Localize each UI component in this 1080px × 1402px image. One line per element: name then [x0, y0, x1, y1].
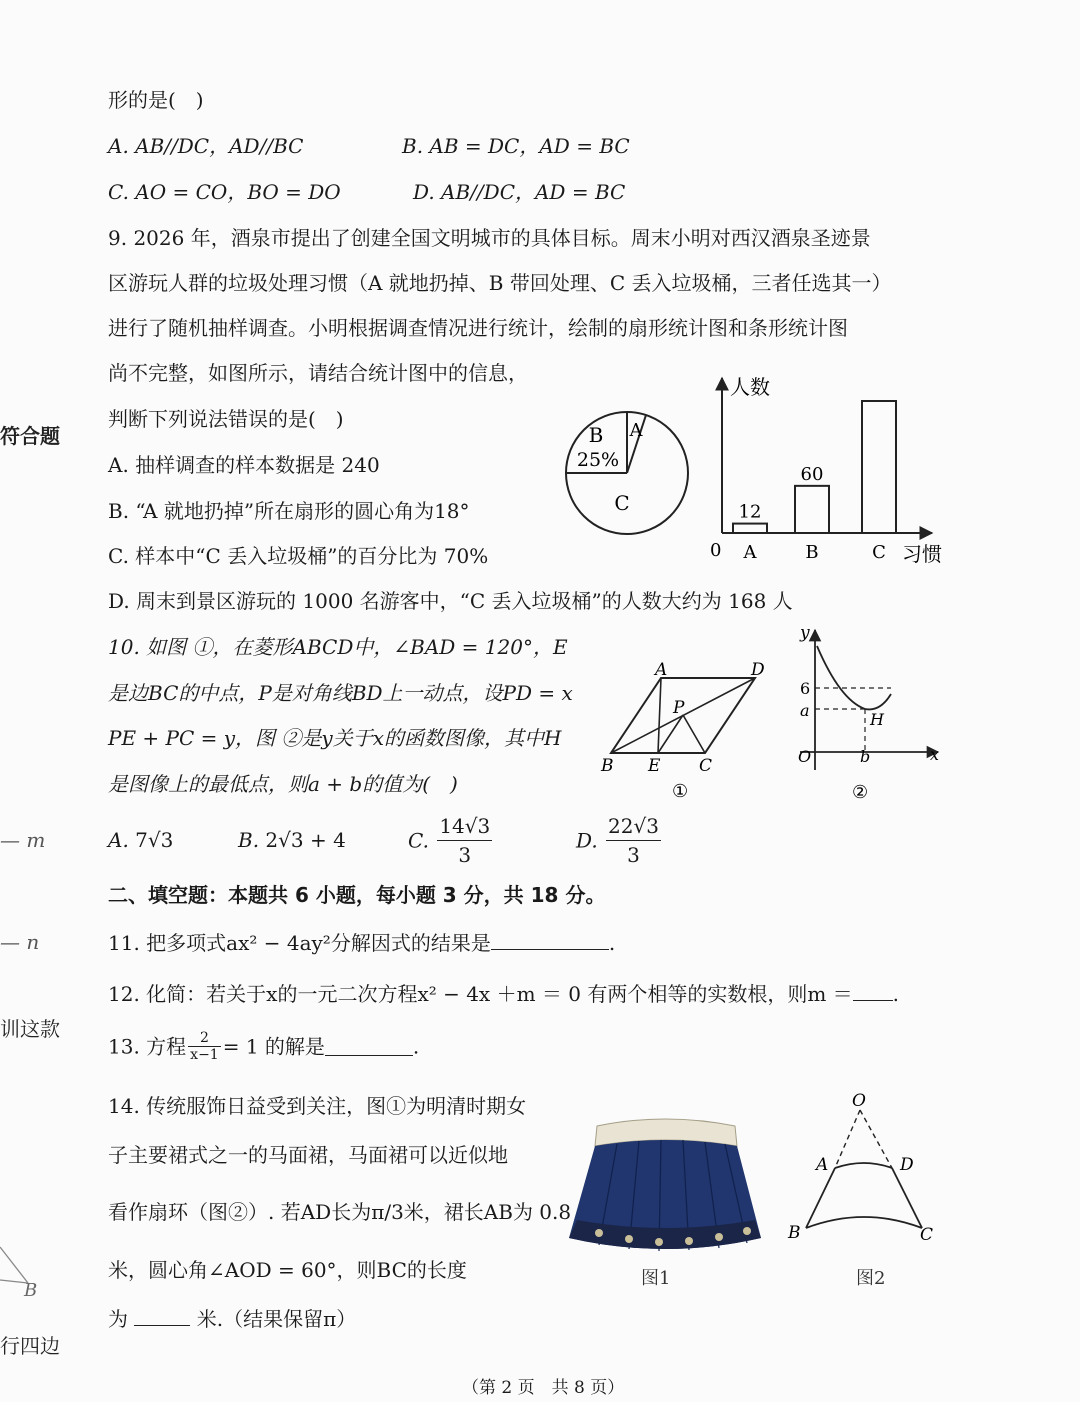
sector-label-a: A	[816, 1155, 829, 1175]
fig1-label-e: E	[648, 756, 661, 776]
bar-chart	[700, 370, 950, 570]
hem-ornament	[715, 1233, 723, 1241]
q12	[108, 980, 899, 1008]
fig2-label-x: x	[930, 745, 940, 764]
q14-sector-figure	[780, 1088, 950, 1298]
bar-C	[862, 401, 896, 533]
hem-ornament	[655, 1238, 663, 1246]
fig1-label-b: B	[601, 756, 614, 776]
fig1-label-a: A	[655, 660, 668, 680]
hem-ornament	[685, 1237, 693, 1245]
q10-option-a[interactable]	[108, 826, 173, 854]
q10-line-1: 10. 如图 ①，在菱形ABCD中，∠BAD = 120°，E	[108, 635, 568, 659]
q14-fig2-caption: 图2	[856, 1268, 886, 1289]
q10-option-d-num: 22√3	[606, 812, 661, 841]
q10-option-c-den: 3	[458, 843, 472, 867]
bar-value-label-B: 60	[800, 463, 824, 485]
left-edge-text-1: 符合题	[0, 424, 60, 448]
bar-value-label-A: 12	[738, 501, 762, 523]
segment-pe	[658, 715, 683, 753]
bar-x-label: 习惯	[902, 542, 942, 566]
q8-option-c[interactable]: C. AO = CO，BO = DO	[108, 180, 341, 204]
left-edge-text-4: 训这款	[0, 1017, 60, 1041]
q10-option-a-value: 7√3	[135, 828, 174, 852]
q14-line-1: 14. 传统服饰日益受到关注，图①为明清时期女	[108, 1094, 527, 1118]
fig1-label-p: P	[673, 698, 685, 718]
q14-answer-blank[interactable]	[134, 1307, 190, 1326]
section-2-title: 二、填空题：本题共 6 小题，每小题 3 分，共 18 分。	[108, 883, 606, 907]
pie-label-pct: 25%	[576, 449, 620, 471]
q12-end: .	[892, 982, 900, 1006]
q9-line-4: 尚不完整，如图所示，请结合统计图中的信息，	[108, 361, 528, 385]
q10-option-b-prefix: B.	[238, 828, 260, 852]
q10-option-d-den: 3	[627, 843, 640, 867]
sector-dash-od	[860, 1110, 892, 1168]
q9-option-c[interactable]: C. 样本中“C 丢入垃圾桶”的百分比为 70%	[108, 544, 489, 568]
q10-option-c-fraction	[437, 812, 492, 869]
q10-option-b[interactable]	[238, 826, 346, 854]
q12-text: 12. 化简：若关于x的一元二次方程x² − 4x ＋m ＝ 0 有两个相等的实数根，则m ＝	[108, 982, 853, 1006]
q13-prefix: 13. 方程	[108, 1034, 187, 1059]
bar-A	[733, 524, 767, 533]
left-edge-text-2: — m	[0, 828, 46, 852]
q9-line-5: 判断下列说法错误的是( )	[108, 407, 344, 431]
sector-label-c: C	[920, 1225, 934, 1245]
bar-y-label: 人数	[730, 375, 770, 399]
q10-line-2: 是边BC的中点，P是对角线BD上一动点，设PD = x	[108, 681, 573, 705]
hem-ornament	[743, 1227, 751, 1235]
q13-answer-blank[interactable]	[325, 1037, 413, 1056]
left-edge-text-5: B	[24, 1280, 38, 1301]
q9-option-d[interactable]: D. 周末到景区游玩的 1000 名游客中，“C 丢入垃圾桶”的人数大约为 168 人	[108, 589, 793, 613]
fig2-label-o: O	[798, 747, 812, 766]
q13-den: x−1	[190, 1047, 219, 1063]
q8-option-d[interactable]: D. AB//DC，AD = BC	[413, 180, 626, 204]
q14-line-3: 看作扇环（图②）. 若AD长为π/3米，裙长AB为 0.8	[108, 1200, 572, 1224]
fig1-label-d: D	[751, 660, 765, 680]
sector-dash-oa	[835, 1110, 860, 1168]
q9-line-2: 区游玩人群的垃圾处理习惯（A 就地扔掉、B 带回处理、C 丢入垃圾桶，三者任选其一）	[108, 271, 892, 295]
q10-option-d-fraction	[606, 812, 661, 869]
q13-num: 2	[188, 1030, 221, 1047]
bar-tick-B: B	[805, 542, 819, 563]
fig2-label-b: b	[860, 747, 871, 766]
sector-label-o: O	[852, 1091, 866, 1111]
q8-option-a[interactable]: A. AB//DC，AD//BC	[108, 134, 304, 158]
bar-origin: 0	[710, 540, 722, 561]
q8-tail: 形的是( )	[108, 88, 204, 112]
q13-suffix: = 1 的解是	[222, 1034, 325, 1059]
sector-arc-ad	[835, 1163, 892, 1168]
page-footer: （第 2 页 共 8 页）	[462, 1378, 625, 1398]
q14-line-5	[108, 1305, 356, 1333]
q10-option-a-prefix: A.	[108, 828, 129, 852]
q10-line-4: 是图像上的最低点，则a + b的值为( )	[108, 772, 458, 796]
q11-end: .	[608, 931, 616, 955]
fig2-caption: ②	[852, 782, 869, 803]
q10-option-b-value: 2√3 + 4	[265, 828, 346, 852]
hem-ornament	[625, 1235, 633, 1243]
q11	[108, 929, 615, 957]
pie-label-b: B	[588, 423, 604, 447]
left-edge-text-6: 行四边	[0, 1334, 60, 1358]
fig2-label-a: a	[800, 701, 810, 720]
q11-answer-blank[interactable]	[491, 931, 609, 950]
sector-side-dc	[892, 1168, 922, 1228]
q10-option-d[interactable]	[576, 812, 663, 869]
q9-option-b[interactable]: B. “A 就地扔掉”所在扇形的圆心角为18°	[108, 499, 470, 523]
q13	[108, 1030, 419, 1063]
sector-side-ab	[806, 1168, 835, 1228]
q9-line-1: 9. 2026 年，酒泉市提出了创建全国文明城市的具体目标。周末小明对西汉酒泉圣迹景	[108, 226, 871, 250]
q10-figure-1	[595, 655, 775, 805]
q12-answer-blank[interactable]	[853, 982, 893, 1001]
sector-label-d: D	[900, 1155, 914, 1175]
bar-tick-C: C	[872, 542, 886, 563]
pie-label-c: C	[614, 491, 630, 515]
sector-arc-bc	[806, 1217, 922, 1228]
left-edge-text-3: — n	[0, 930, 40, 954]
fig2-label-y: y	[800, 623, 810, 643]
q9-line-3: 进行了随机抽样调查。小明根据调查情况进行统计，绘制的扇形统计图和条形统计图	[108, 316, 848, 340]
bar-B	[795, 486, 829, 533]
pie-chart	[560, 400, 700, 540]
pie-label-a: A	[629, 420, 643, 441]
q10-figure-2	[780, 620, 950, 805]
q9-option-a[interactable]: A. 抽样调查的样本数据是 240	[108, 453, 380, 477]
q11-text: 11. 把多项式ax² − 4ay²分解因式的结果是	[108, 931, 491, 955]
fig2-label-h: H	[870, 710, 884, 729]
q14-line-2: 子主要裙式之一的马面裙，马面裙可以近似地	[108, 1143, 508, 1167]
fig1-label-c: C	[699, 756, 713, 776]
hem-ornament	[595, 1229, 603, 1237]
q13-end: .	[412, 1034, 420, 1059]
graph-curve	[817, 646, 891, 709]
q14-skirt-figure	[565, 1110, 765, 1290]
q10-option-d-prefix: D.	[576, 828, 598, 853]
q10-option-c-num: 14√3	[437, 812, 492, 841]
q10-option-c-prefix: C.	[408, 828, 429, 853]
sector-label-b: B	[788, 1223, 801, 1243]
q8-option-b[interactable]: B. AB = DC，AD = BC	[402, 134, 630, 158]
q13-fraction	[188, 1030, 221, 1063]
fig1-caption: ①	[672, 781, 689, 802]
fig2-label-6: 6	[800, 679, 811, 698]
segment-pc	[683, 715, 705, 753]
bar-tick-A: A	[743, 542, 757, 563]
segment-ae	[658, 678, 661, 753]
q14-fig1-caption: 图1	[641, 1268, 671, 1289]
q14-line-4: 米，圆心角∠AOD = 60°，则BC的长度	[108, 1258, 467, 1282]
q10-line-3: PE + PC = y，图 ②是y关于x的函数图像，其中H	[108, 726, 562, 750]
q10-option-c[interactable]	[408, 812, 494, 869]
q14-line-5-prefix: 为	[108, 1307, 128, 1331]
q14-line-5-suffix: 米.（结果保留π）	[196, 1307, 357, 1331]
